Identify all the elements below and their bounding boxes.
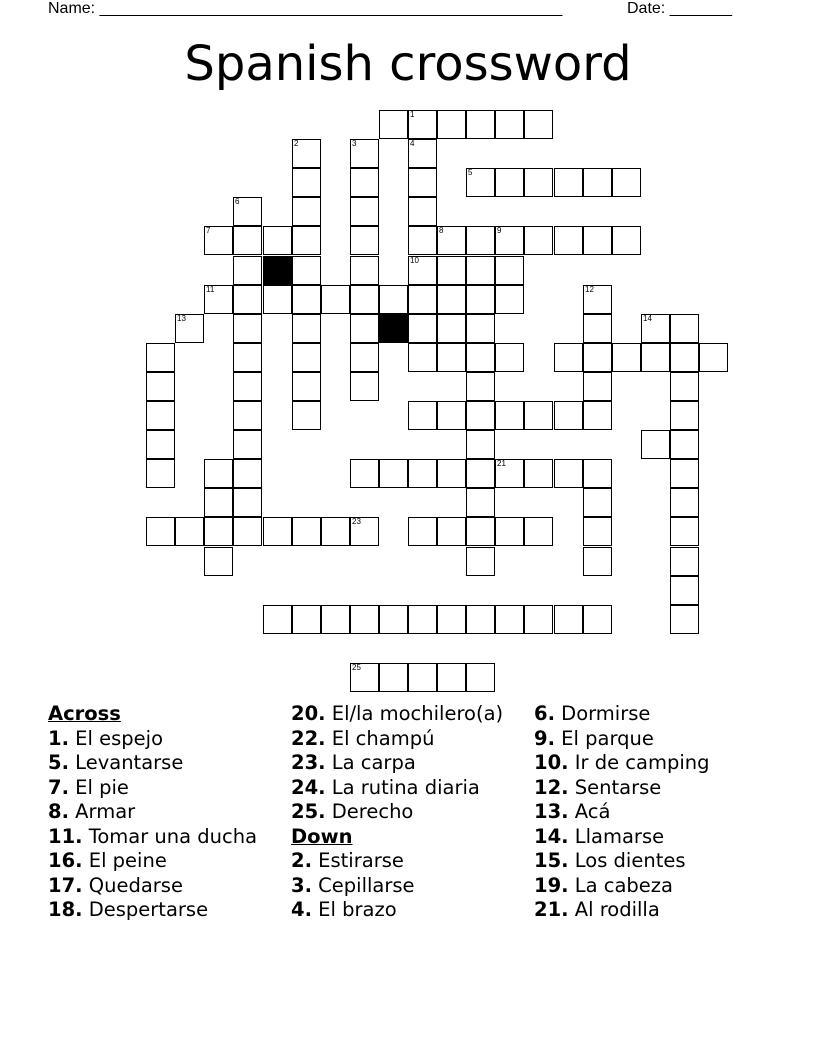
clue-number: 2: [294, 139, 299, 148]
crossword-cell[interactable]: [524, 168, 553, 197]
crossword-cell[interactable]: [408, 401, 437, 430]
crossword-cell[interactable]: [146, 372, 175, 401]
crossword-cell[interactable]: [204, 285, 233, 314]
clue-item-number: 11.: [48, 824, 83, 848]
crossword-cell[interactable]: [175, 314, 204, 343]
crossword-cell[interactable]: [583, 168, 612, 197]
clue-item-number: 1.: [48, 726, 69, 750]
crossword-cell[interactable]: [146, 430, 175, 459]
clue-number: 23: [352, 517, 361, 526]
crossword-cell[interactable]: [466, 488, 495, 517]
crossword-cell[interactable]: [350, 256, 379, 285]
crossword-cell[interactable]: [437, 517, 466, 546]
clue-item-text: Al rodilla: [568, 898, 660, 921]
crossword-cell[interactable]: [408, 605, 437, 634]
crossword-cell[interactable]: [554, 343, 583, 372]
crossword-cell[interactable]: [408, 314, 437, 343]
clue-item: [48, 874, 288, 899]
clue-item: [48, 849, 288, 874]
crossword-cell[interactable]: [408, 139, 437, 168]
crossword-cell[interactable]: [466, 372, 495, 401]
clue-item-text: Acá: [568, 800, 611, 823]
crossword-cell[interactable]: [408, 459, 437, 488]
crossword-cell[interactable]: [641, 314, 670, 343]
clue-number: 3: [352, 139, 357, 148]
crossword-cell[interactable]: [437, 256, 466, 285]
crossword-cell[interactable]: [670, 576, 699, 605]
crossword-cell[interactable]: [292, 401, 321, 430]
clue-item-number: 6.: [534, 702, 555, 725]
crossword-cell[interactable]: [233, 517, 262, 546]
crossword-cell[interactable]: [670, 372, 699, 401]
crossword-cell[interactable]: [583, 314, 612, 343]
clue-item-text: El peine: [82, 849, 167, 872]
clue-item-number: 12.: [534, 775, 569, 799]
crossword-cell[interactable]: [670, 488, 699, 517]
crossword-cell[interactable]: [466, 110, 495, 139]
crossword-cell[interactable]: [204, 488, 233, 517]
crossword-cell[interactable]: [524, 226, 553, 255]
clue-item-number: 4.: [291, 898, 312, 921]
crossword-cell[interactable]: [146, 459, 175, 488]
clue-item-number: 18.: [48, 898, 83, 921]
clue-item: [534, 898, 804, 923]
crossword-cell[interactable]: [408, 110, 437, 139]
crossword-cell[interactable]: [292, 343, 321, 372]
crossword-cell[interactable]: [554, 226, 583, 255]
crossword-cell[interactable]: [466, 285, 495, 314]
page-title: Spanish crossword: [184, 36, 632, 92]
crossword-cell[interactable]: [350, 663, 379, 692]
crossword-cell[interactable]: [350, 343, 379, 372]
clue-item-text: La rutina diaria: [325, 775, 480, 799]
crossword-cell[interactable]: [699, 343, 728, 372]
clue-item-number: 5.: [48, 751, 69, 774]
crossword-cell[interactable]: [437, 459, 466, 488]
crossword-cell[interactable]: [263, 226, 292, 255]
crossword-cell[interactable]: [641, 430, 670, 459]
crossword-cell[interactable]: [466, 459, 495, 488]
clue-item-number: 10.: [534, 751, 569, 774]
clue-item-number: 13.: [534, 800, 569, 823]
clue-item: [48, 825, 288, 850]
clue-number: 25: [352, 663, 361, 672]
crossword-cell[interactable]: [292, 226, 321, 255]
clue-item-number: 15.: [534, 849, 569, 872]
clue-number: 4: [410, 139, 415, 148]
crossword-cell[interactable]: [524, 110, 553, 139]
crossword-cell[interactable]: [466, 314, 495, 343]
clue-item: [534, 702, 804, 727]
crossword-cell[interactable]: [408, 663, 437, 692]
crossword-cell[interactable]: [466, 226, 495, 255]
clue-item-text: Quedarse: [82, 873, 183, 897]
clue-number: 10: [410, 256, 419, 265]
clue-item: [291, 702, 531, 727]
clues-column-1: [48, 702, 288, 923]
clue-item: [534, 800, 804, 825]
clue-number: 14: [643, 314, 652, 323]
crossword-cell[interactable]: [263, 605, 292, 634]
crossword-cell[interactable]: [233, 226, 262, 255]
clue-item-number: 20.: [291, 702, 326, 725]
clue-item-text: El parque: [554, 726, 654, 750]
clue-item-text: Los dientes: [568, 849, 686, 872]
crossword-cell[interactable]: [233, 372, 262, 401]
crossword-cell[interactable]: [612, 168, 641, 197]
crossword-cell[interactable]: [495, 605, 524, 634]
clue-number: 12: [585, 285, 594, 294]
clue-number: 7: [206, 226, 211, 235]
clue-item-text: Sentarse: [568, 775, 662, 799]
clue-item-text: Cepillarse: [311, 873, 415, 897]
clue-item-number: 9.: [534, 726, 555, 750]
crossword-cell[interactable]: [670, 343, 699, 372]
crossword-cell[interactable]: [292, 256, 321, 285]
clue-number: 13: [177, 314, 186, 323]
crossword-cell[interactable]: [350, 605, 379, 634]
clue-item: [534, 825, 804, 850]
crossword-cell[interactable]: [612, 343, 641, 372]
crossword-cell[interactable]: [292, 372, 321, 401]
clue-item: [291, 776, 531, 801]
crossword-cell[interactable]: [583, 226, 612, 255]
crossword-cell[interactable]: [408, 285, 437, 314]
clue-item: [534, 849, 804, 874]
crossword-block: [379, 314, 408, 343]
clue-item-text: El pie: [68, 775, 129, 799]
clue-item: [48, 727, 288, 752]
crossword-cell[interactable]: [204, 226, 233, 255]
clue-number: 5: [468, 168, 473, 177]
crossword-cell[interactable]: [670, 401, 699, 430]
crossword-cell[interactable]: [379, 110, 408, 139]
crossword-cell[interactable]: [554, 168, 583, 197]
crossword-cell[interactable]: [437, 663, 466, 692]
crossword-cell[interactable]: [408, 197, 437, 226]
crossword-cell[interactable]: [437, 605, 466, 634]
clue-item-number: 22.: [291, 726, 326, 750]
clue-number: 21: [497, 459, 506, 468]
crossword-cell[interactable]: [466, 663, 495, 692]
crossword-cell[interactable]: [233, 430, 262, 459]
crossword-cell[interactable]: [583, 547, 612, 576]
crossword-cell[interactable]: [263, 517, 292, 546]
crossword-cell[interactable]: [350, 139, 379, 168]
crossword-cell[interactable]: [408, 226, 437, 255]
clue-item-text: Tomar una ducha: [82, 824, 258, 848]
crossword-cell[interactable]: [175, 517, 204, 546]
clue-item-number: 17.: [48, 873, 83, 897]
crossword-cell[interactable]: [554, 459, 583, 488]
crossword-cell[interactable]: [495, 285, 524, 314]
crossword-cell[interactable]: [495, 401, 524, 430]
clue-item-text: Armar: [68, 800, 136, 823]
crossword-cell[interactable]: [583, 488, 612, 517]
clue-item-text: El espejo: [68, 726, 163, 750]
crossword-cell[interactable]: [583, 605, 612, 634]
crossword-cell[interactable]: [350, 168, 379, 197]
clue-item-number: 8.: [48, 800, 69, 823]
clue-item: [534, 874, 804, 899]
crossword-cell[interactable]: [350, 197, 379, 226]
crossword-cell[interactable]: [437, 226, 466, 255]
clue-item-number: 16.: [48, 849, 83, 872]
crossword-cell[interactable]: [292, 517, 321, 546]
crossword-cell[interactable]: [292, 605, 321, 634]
clue-item-number: 14.: [534, 824, 569, 848]
crossword-cell[interactable]: [466, 547, 495, 576]
crossword-cell[interactable]: [233, 459, 262, 488]
crossword-cell[interactable]: [321, 605, 350, 634]
crossword-cell[interactable]: [233, 401, 262, 430]
crossword-cell[interactable]: [583, 285, 612, 314]
crossword-cell[interactable]: [379, 459, 408, 488]
crossword-cell[interactable]: [670, 547, 699, 576]
crossword-cell[interactable]: [146, 517, 175, 546]
crossword-cell[interactable]: [350, 372, 379, 401]
crossword-cell[interactable]: [437, 285, 466, 314]
crossword-cell[interactable]: [583, 343, 612, 372]
crossword-cell[interactable]: [495, 459, 524, 488]
crossword-cell[interactable]: [233, 256, 262, 285]
clue-item-number: 3.: [291, 873, 312, 897]
crossword-cell[interactable]: [670, 605, 699, 634]
crossword-cell[interactable]: [408, 256, 437, 285]
crossword-cell[interactable]: [437, 314, 466, 343]
crossword-cell[interactable]: [524, 459, 553, 488]
clue-item: [291, 874, 531, 899]
clue-item-number: 21.: [534, 898, 569, 921]
clues-column-2: [291, 702, 531, 923]
crossword-cell[interactable]: [670, 430, 699, 459]
crossword-cell[interactable]: [233, 343, 262, 372]
crossword-cell[interactable]: [350, 314, 379, 343]
crossword-cell[interactable]: [292, 314, 321, 343]
crossword-cell[interactable]: [146, 343, 175, 372]
clue-item-text: Derecho: [325, 800, 414, 823]
crossword-cell[interactable]: [204, 517, 233, 546]
clue-item-text: La cabeza: [568, 873, 673, 897]
crossword-cell[interactable]: [292, 168, 321, 197]
clue-item: [291, 727, 531, 752]
crossword-cell[interactable]: [292, 197, 321, 226]
crossword-cell[interactable]: [466, 517, 495, 546]
crossword-cell[interactable]: [524, 517, 553, 546]
clue-item: [534, 751, 804, 776]
crossword-cell[interactable]: [466, 168, 495, 197]
clue-number: 1: [410, 110, 415, 119]
crossword-cell[interactable]: [204, 547, 233, 576]
clue-number: 8: [439, 226, 444, 235]
crossword-cell[interactable]: [495, 110, 524, 139]
clue-item-text: La carpa: [325, 751, 416, 774]
crossword-cell[interactable]: [670, 459, 699, 488]
crossword-cell[interactable]: [524, 605, 553, 634]
clue-item-text: Estirarse: [311, 849, 404, 872]
clue-item-number: 2.: [291, 849, 312, 872]
clues-column-3: [534, 702, 804, 923]
crossword-cell[interactable]: [495, 226, 524, 255]
crossword-cell[interactable]: [554, 605, 583, 634]
crossword-cell[interactable]: [466, 605, 495, 634]
crossword-cell[interactable]: [612, 226, 641, 255]
crossword-cell[interactable]: [670, 314, 699, 343]
clue-item-text: Llamarse: [568, 824, 665, 848]
clue-item-text: Levantarse: [68, 751, 184, 774]
crossword-cell[interactable]: [204, 459, 233, 488]
clue-item-number: 25.: [291, 800, 326, 823]
clue-item-number: 19.: [534, 873, 569, 897]
down-heading: Down: [291, 824, 353, 848]
clue-item-text: Ir de camping: [568, 751, 710, 774]
clue-item: [291, 800, 531, 825]
crossword-cell[interactable]: [583, 401, 612, 430]
crossword-cell[interactable]: [437, 343, 466, 372]
crossword-cell[interactable]: [641, 343, 670, 372]
clue-item: [48, 898, 288, 923]
across-heading: Across: [48, 702, 121, 725]
clue-item: [48, 776, 288, 801]
date-field-label: Date: _______: [627, 0, 732, 17]
crossword-cell[interactable]: [466, 256, 495, 285]
clue-item-text: Dormirse: [554, 702, 651, 725]
crossword-cell[interactable]: [495, 517, 524, 546]
clue-item-text: El champú: [325, 726, 435, 750]
crossword-cell[interactable]: [233, 285, 262, 314]
clue-item: [534, 727, 804, 752]
crossword-cell[interactable]: [408, 343, 437, 372]
crossword-cell[interactable]: [495, 256, 524, 285]
crossword-cell[interactable]: [466, 430, 495, 459]
clue-item: [291, 751, 531, 776]
crossword-cell[interactable]: [379, 285, 408, 314]
crossword-cell[interactable]: [524, 401, 553, 430]
clue-number: 11: [206, 285, 215, 294]
clue-item-number: 24.: [291, 775, 326, 799]
crossword-cell[interactable]: [408, 517, 437, 546]
crossword-cell[interactable]: [437, 110, 466, 139]
clue-item-text: El/la mochilero(a): [325, 702, 504, 725]
crossword-cell[interactable]: [670, 517, 699, 546]
crossword-cell[interactable]: [408, 168, 437, 197]
crossword-cell[interactable]: [583, 517, 612, 546]
crossword-cell[interactable]: [437, 401, 466, 430]
crossword-cell[interactable]: [495, 343, 524, 372]
clue-number: 6: [235, 197, 240, 206]
clue-item-number: 7.: [48, 775, 69, 799]
name-field-label: Name: ____________________________________________________: [48, 0, 563, 17]
crossword-cell[interactable]: [350, 226, 379, 255]
clue-item: [291, 898, 531, 923]
clue-item: [534, 776, 804, 801]
crossword-cell[interactable]: [263, 285, 292, 314]
crossword-block: [263, 256, 292, 285]
crossword-cell[interactable]: [583, 459, 612, 488]
clue-number: 9: [497, 226, 502, 235]
crossword-cell[interactable]: [321, 517, 350, 546]
crossword-cell[interactable]: [146, 401, 175, 430]
clue-item: [291, 849, 531, 874]
crossword-cell[interactable]: [466, 343, 495, 372]
crossword-cell[interactable]: [379, 663, 408, 692]
clue-item-text: Despertarse: [82, 898, 209, 921]
crossword-cell[interactable]: [583, 372, 612, 401]
clue-item: [48, 751, 288, 776]
crossword-cell[interactable]: [379, 605, 408, 634]
crossword-cell[interactable]: [350, 459, 379, 488]
crossword-cell[interactable]: [292, 285, 321, 314]
clue-item-number: 23.: [291, 751, 326, 774]
crossword-cell[interactable]: [321, 285, 350, 314]
crossword-cell[interactable]: [350, 285, 379, 314]
crossword-cell[interactable]: [495, 168, 524, 197]
crossword-cell[interactable]: [292, 139, 321, 168]
clue-item-text: El brazo: [311, 898, 397, 921]
crossword-cell[interactable]: [554, 401, 583, 430]
crossword-cell[interactable]: [233, 314, 262, 343]
crossword-cell[interactable]: [350, 517, 379, 546]
crossword-cell[interactable]: [233, 197, 262, 226]
crossword-cell[interactable]: [233, 488, 262, 517]
clue-item: [48, 800, 288, 825]
crossword-cell[interactable]: [466, 401, 495, 430]
